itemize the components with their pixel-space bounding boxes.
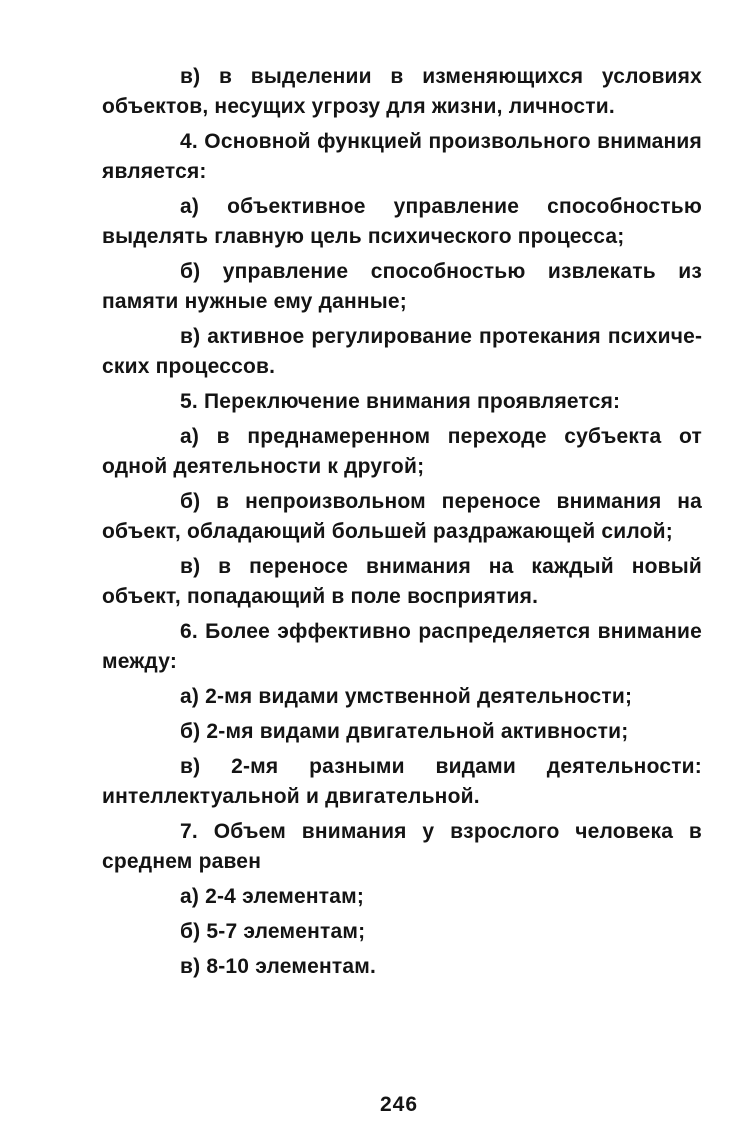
question-7-option-a: а) 2-4 элементам; <box>180 885 365 908</box>
question-4-option-v: в) активное регулирование протекания психических процессов. <box>102 325 702 378</box>
question-5-option-v: в) в переносе внимания на каждый новый объект, попадающий в поле восприятия. <box>102 555 702 608</box>
question-7-option-v: в) 8-10 элементам. <box>180 955 376 978</box>
question-4-option-a: а) объективное управление способностью выделять главную цель психического процесса; <box>102 195 702 248</box>
page-body <box>102 62 702 987</box>
question-7-option-b: б) 5-7 элементам; <box>180 920 366 943</box>
question-4-option-b: б) управление способностью извлекать из памяти нужные ему данные; <box>102 260 702 313</box>
question-6-option-b: б) 2-мя видами двигательной активности; <box>180 720 629 743</box>
question-6-option-v: в) 2-мя разными видами деятельности: интеллектуальной и двигательной. <box>102 755 702 808</box>
question-5-option-b: б) в непроизвольном переносе внимания на объект, обладающий большей раздражающей силой; <box>102 490 702 543</box>
question-5-option-a: а) в преднамеренном переходе субъекта от одной деятельности к другой; <box>102 425 702 478</box>
question-7: 7. Объем внимания у взрослого человека в среднем равен <box>102 820 702 873</box>
paragraph-3v-answer: в) в выделении в изменяющихся условиях объектов, несущих угрозу для жизни, личности. <box>102 65 702 118</box>
page-number: 246 <box>380 1093 419 1116</box>
question-6: 6. Более эффективно распределяется внимание между: <box>102 620 702 673</box>
question-6-option-a: а) 2-мя видами умственной деятельности; <box>180 685 633 708</box>
question-5: 5. Переключение внимания проявляется: <box>180 390 621 413</box>
question-4: 4. Основной функцией произвольного внимания является: <box>102 130 702 183</box>
